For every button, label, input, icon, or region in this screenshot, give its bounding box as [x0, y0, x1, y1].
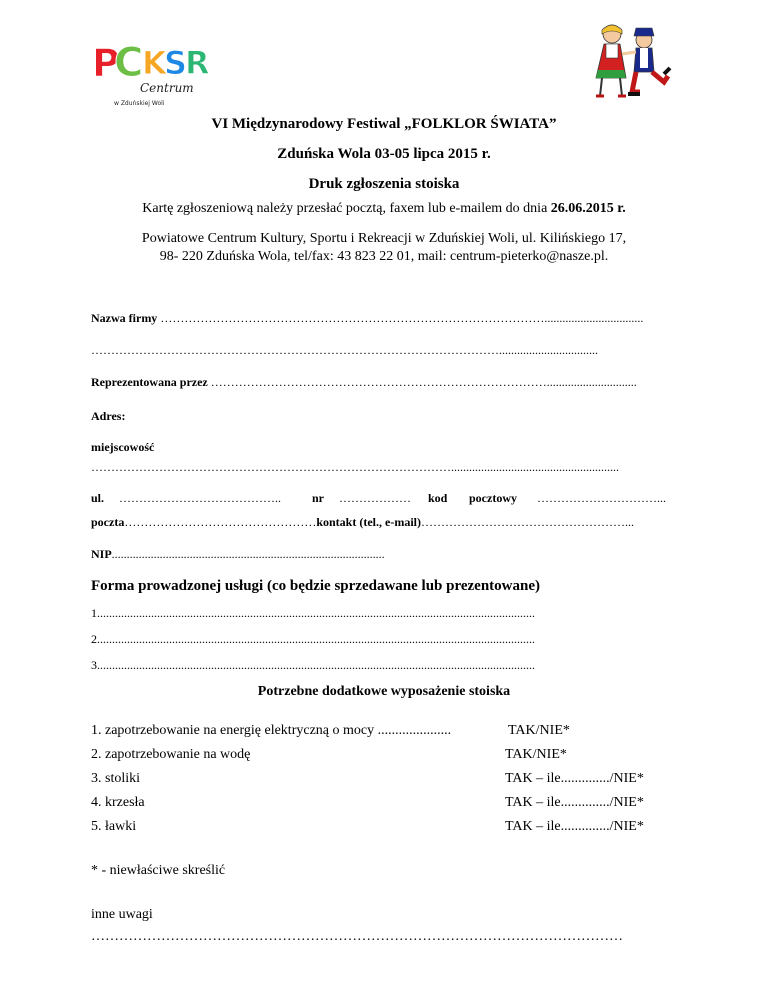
address-label: Adres:: [91, 409, 126, 423]
contact-field[interactable]: ……………………………………………...: [420, 515, 634, 529]
other-notes-field[interactable]: ……………………………………………………………………………………………………: [91, 929, 623, 944]
svg-text:C: C: [114, 40, 144, 86]
street-field[interactable]: …………………………………..: [119, 491, 281, 505]
house-number-label: nr: [312, 491, 324, 505]
service-section-title: Forma prowadzonej usługi (co będzie sprzedawane lub prezentowane): [91, 578, 541, 594]
equipment-answer-water[interactable]: TAK/NIE*: [505, 747, 567, 762]
equipment-item-tables: 3. stoliki: [91, 771, 141, 786]
logo-subtitle: Centrum: [140, 81, 194, 95]
company-name-dots: …………………………………………………………………………………….................................: [160, 311, 644, 325]
svg-text:S: S: [164, 44, 188, 82]
service-line-1[interactable]: 1..................................................................................................................................................: [91, 606, 535, 620]
folk-dancers-illustration: [582, 20, 672, 108]
postal-code-field[interactable]: …………………………...: [537, 491, 666, 505]
service-line-2[interactable]: 2..................................................................................................................................................: [91, 632, 535, 646]
equipment-answer-chairs[interactable]: TAK – ile............../NIE*: [505, 795, 644, 810]
festival-dates: Zduńska Wola 03-05 lipca 2015 r.: [277, 146, 491, 162]
postal-code-label: kod: [428, 491, 448, 505]
company-name-label: Nazwa firmy: [91, 311, 158, 325]
city-label: miejscowość: [91, 440, 155, 454]
postal-code-label-2: pocztowy: [469, 491, 517, 505]
nip-row: [91, 547, 385, 562]
equipment-item-benches: 5. ławki: [91, 819, 137, 834]
instruction-deadline: 26.06.2015 r.: [550, 201, 626, 216]
equipment-answer-benches[interactable]: TAK – ile............../NIE*: [505, 819, 644, 834]
post-office-field[interactable]: …………………………………………: [124, 515, 317, 529]
representative-field[interactable]: [91, 375, 637, 390]
house-number-field[interactable]: ………………: [339, 491, 411, 505]
svg-text:R: R: [185, 44, 210, 82]
service-line-3[interactable]: 3..................................................................................................................................................: [91, 658, 535, 672]
equipment-item-chairs: 4. krzesła: [91, 795, 145, 810]
equipment-item-water: 2. zapotrzebowanie na wodę: [91, 747, 251, 762]
instruction-text: Kartę zgłoszeniową należy przesłać pocztą, faxem lub e-mailem do dnia: [142, 201, 548, 216]
logo-town: w Zduńskiej Woli: [114, 100, 165, 107]
svg-text:K: K: [142, 44, 167, 82]
submission-instruction: [0, 201, 768, 217]
city-field[interactable]: ………………………………………………………………………………........................................................: [91, 460, 619, 474]
post-office-label: poczta: [91, 515, 125, 529]
equipment-item-electricity: 1. zapotrzebowanie na energię elektryczną o mocy .....................: [91, 723, 452, 738]
equipment-section-title: Potrzebne dodatkowe wyposażenie stoiska: [257, 684, 511, 699]
form-title: Druk zgłoszenia stoiska: [308, 176, 460, 192]
equipment-answer-tables[interactable]: TAK – ile............../NIE*: [505, 771, 644, 786]
street-label: ul.: [91, 491, 105, 505]
representative-label: Reprezentowana przez: [91, 375, 208, 389]
other-notes-label: inne uwagi: [91, 907, 153, 922]
post-contact-row: [91, 515, 634, 530]
nip-field[interactable]: ...........................................................................................: [111, 547, 385, 561]
footnote: * - niewłaściwe skreślić: [91, 863, 226, 878]
organizer-address-line1: Powiatowe Centrum Kultury, Sportu i Rekreacji w Zduńskiej Woli, ul. Kilińskiego 17,: [141, 231, 627, 246]
pcksr-logo: [92, 40, 212, 108]
representative-dots: …………………………………………………………………………..............................: [210, 375, 637, 389]
company-name-continuation[interactable]: ………………………………………………………………………………………….................................: [91, 343, 598, 357]
festival-title: VI Międzynarodowy Festiwal „FOLKLOR ŚWIATA”: [211, 116, 557, 132]
contact-label: kontakt (tel., e-mail): [316, 515, 421, 529]
company-name-field[interactable]: [91, 311, 643, 326]
equipment-answer-electricity[interactable]: TAK/NIE*: [508, 723, 570, 738]
nip-label: NIP: [91, 547, 112, 561]
organizer-address-line2: 98- 220 Zduńska Wola, tel/fax: 43 823 22 01, mail: centrum-pieterko@nasze.pl.: [159, 249, 609, 264]
svg-text:P: P: [92, 41, 120, 85]
